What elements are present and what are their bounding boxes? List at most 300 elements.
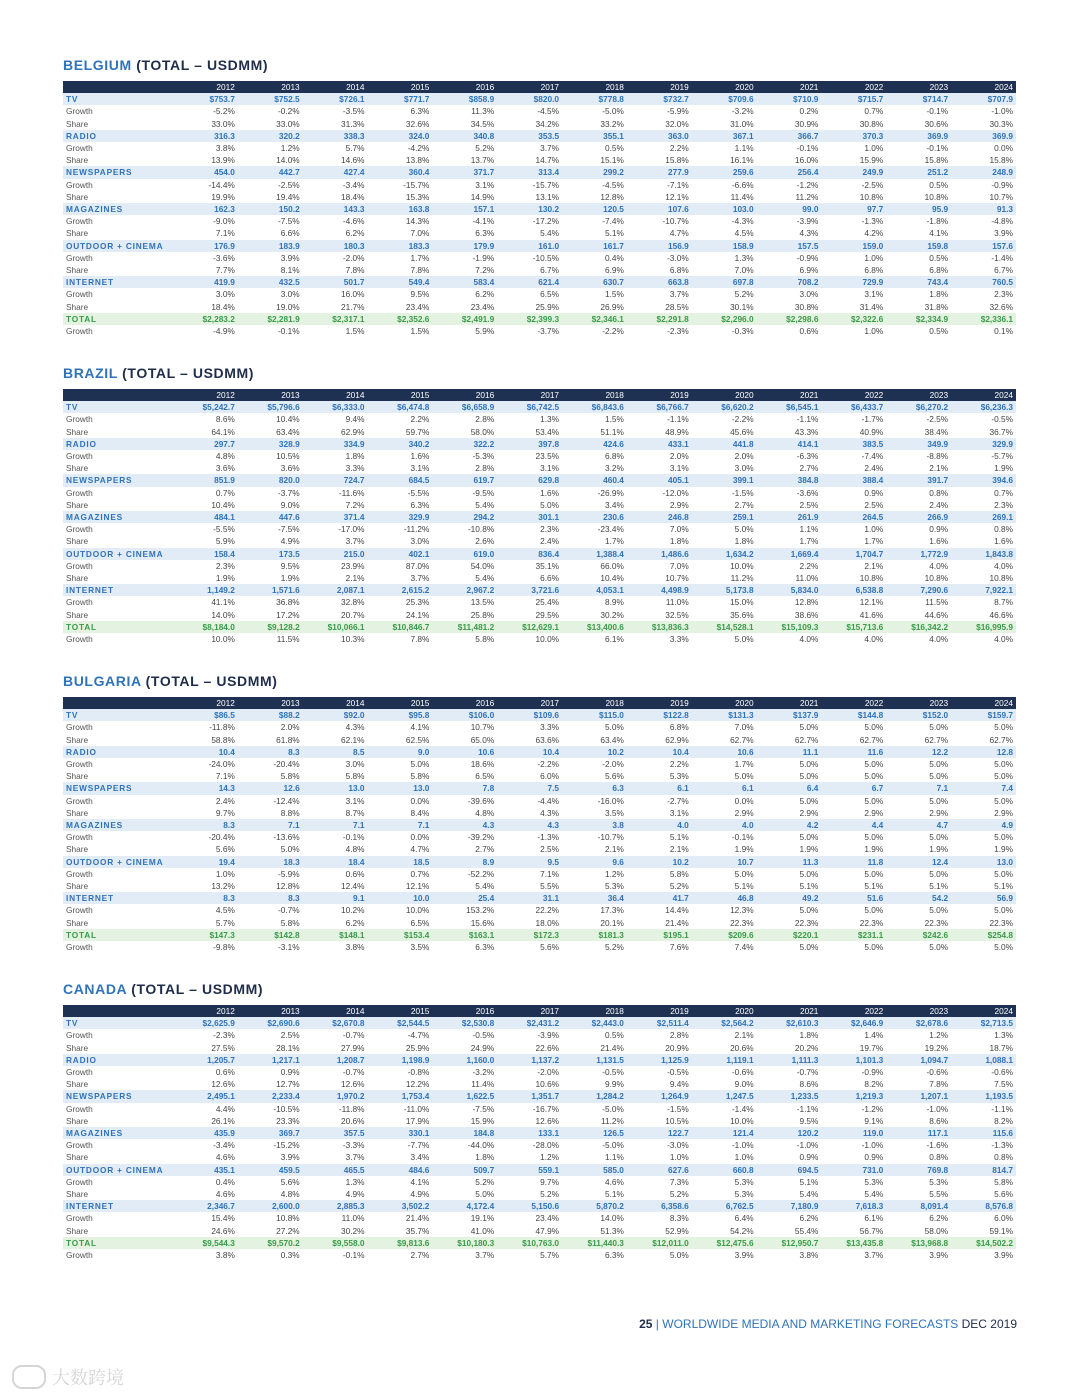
value-cell: 23.4% (368, 301, 433, 313)
value-cell: 6.8% (562, 450, 627, 462)
value-cell: 266.9 (886, 511, 951, 523)
value-cell: -15.7% (368, 179, 433, 191)
row-label: OUTDOOR + CINEMA (63, 548, 173, 560)
value-cell: 6.1% (562, 633, 627, 645)
row-label: Growth (63, 142, 173, 154)
value-cell: 1,205.7 (173, 1054, 238, 1066)
value-cell: 9.4% (627, 1078, 692, 1090)
value-cell: 10.0% (497, 633, 562, 645)
value-cell: 26.1% (173, 1115, 238, 1127)
value-cell: 1,119.1 (692, 1054, 757, 1066)
value-cell: -1.1% (951, 1103, 1016, 1115)
value-cell: 7.3% (627, 1176, 692, 1188)
value-cell: 6.1 (692, 782, 757, 794)
value-cell: -2.2% (497, 758, 562, 770)
value-cell: 1,137.2 (497, 1054, 562, 1066)
metric-row (63, 1066, 1016, 1078)
value-cell: 4.3 (497, 819, 562, 831)
value-cell: 1.9% (692, 843, 757, 855)
value-cell: 1.7% (821, 535, 886, 547)
value-cell: 5.6% (562, 770, 627, 782)
value-cell: $6,474.8 (368, 401, 433, 413)
value-cell: 1,208.7 (303, 1054, 368, 1066)
value-cell: 4.5% (173, 904, 238, 916)
value-cell: 5.5% (497, 880, 562, 892)
value-cell: 33.0% (238, 118, 303, 130)
value-cell: 36.8% (238, 596, 303, 608)
value-cell: 1,284.2 (562, 1090, 627, 1102)
value-cell: $92.0 (303, 709, 368, 721)
year-header: 2024 (951, 697, 1016, 709)
metric-row (63, 191, 1016, 203)
value-cell: -17.2% (497, 215, 562, 227)
value-cell: 7.8% (303, 264, 368, 276)
value-cell: 13.9% (173, 154, 238, 166)
value-cell: 3.1% (432, 179, 497, 191)
value-cell: 0.7% (368, 868, 433, 880)
value-cell: 31.0% (692, 118, 757, 130)
value-cell: 5,150.6 (497, 1200, 562, 1212)
value-cell: 27.9% (303, 1042, 368, 1054)
value-cell: 301.1 (497, 511, 562, 523)
value-cell: 7.1 (368, 819, 433, 831)
category-row (63, 1164, 1016, 1176)
value-cell: $714.7 (886, 93, 951, 105)
value-cell: $181.3 (562, 929, 627, 941)
value-cell: 2.8% (432, 462, 497, 474)
value-cell: 694.5 (757, 1164, 822, 1176)
value-cell: 4.3% (497, 807, 562, 819)
value-cell: 40.9% (821, 426, 886, 438)
year-header-row (63, 81, 1016, 93)
value-cell: 1.3% (692, 252, 757, 264)
value-cell: 11.0% (303, 1212, 368, 1224)
value-cell: 1.9% (757, 843, 822, 855)
value-cell: 0.5% (886, 252, 951, 264)
value-cell: 1.4% (821, 1029, 886, 1041)
metric-row (63, 142, 1016, 154)
value-cell: -4.4% (497, 795, 562, 807)
value-cell: 0.9% (821, 1151, 886, 1163)
value-cell: 2,967.2 (432, 584, 497, 596)
value-cell: 1.9% (173, 572, 238, 584)
row-label: INTERNET (63, 584, 173, 596)
value-cell: -0.6% (886, 1066, 951, 1078)
value-cell: 14.4% (627, 904, 692, 916)
year-header: 2018 (562, 697, 627, 709)
value-cell: 8.4% (368, 807, 433, 819)
value-cell: 30.9% (757, 118, 822, 130)
value-cell: 5.9% (432, 325, 497, 337)
value-cell: -4.5% (562, 179, 627, 191)
value-cell: 4.4 (821, 819, 886, 831)
value-cell: 56.7% (821, 1225, 886, 1237)
value-cell: 6.2% (757, 1212, 822, 1224)
year-header: 2012 (173, 389, 238, 401)
value-cell: 11.0% (757, 572, 822, 584)
value-cell: -1.2% (757, 179, 822, 191)
value-cell: 12.8 (951, 746, 1016, 758)
value-cell: -5.3% (432, 450, 497, 462)
value-cell: 1.9% (886, 843, 951, 855)
value-cell: 19.7% (821, 1042, 886, 1054)
value-cell: $147.3 (173, 929, 238, 941)
year-header: 2014 (303, 81, 368, 93)
value-cell: 35.7% (368, 1225, 433, 1237)
metric-row (63, 252, 1016, 264)
value-cell: 97.7 (821, 203, 886, 215)
header-corner (63, 697, 173, 709)
value-cell: 46.6% (951, 609, 1016, 621)
value-cell: 6,762.5 (692, 1200, 757, 1212)
value-cell: 1,101.3 (821, 1054, 886, 1066)
value-cell: 21.4% (368, 1212, 433, 1224)
metric-row (63, 105, 1016, 117)
value-cell: $2,544.5 (368, 1017, 433, 1029)
value-cell: 3.1% (627, 807, 692, 819)
value-cell: 25.4 (432, 892, 497, 904)
value-cell: 366.7 (757, 130, 822, 142)
value-cell: 0.2% (757, 105, 822, 117)
value-cell: 15.8% (886, 154, 951, 166)
year-header: 2017 (497, 1005, 562, 1017)
row-label: NEWSPAPERS (63, 474, 173, 486)
value-cell: 8.2% (951, 1115, 1016, 1127)
value-cell: 3.7% (303, 1151, 368, 1163)
value-cell: $12,475.6 (692, 1237, 757, 1249)
value-cell: -3.1% (238, 941, 303, 953)
value-cell: 4.1% (368, 1176, 433, 1188)
year-header: 2017 (497, 389, 562, 401)
value-cell: 484.1 (173, 511, 238, 523)
value-cell: $122.8 (627, 709, 692, 721)
value-cell: -3.9% (757, 215, 822, 227)
value-cell: 1.7% (757, 535, 822, 547)
value-cell: 509.7 (432, 1164, 497, 1176)
value-cell: 660.8 (692, 1164, 757, 1176)
value-cell: 0.9% (821, 487, 886, 499)
value-cell: 63.6% (497, 734, 562, 746)
value-cell: -0.7% (757, 1066, 822, 1078)
value-cell: 4.8% (432, 807, 497, 819)
value-cell: 4.0% (886, 633, 951, 645)
row-label: OUTDOOR + CINEMA (63, 240, 173, 252)
value-cell: 384.8 (757, 474, 822, 486)
value-cell: 161.0 (497, 240, 562, 252)
value-cell: 9.6 (562, 856, 627, 868)
value-cell: 18.3 (238, 856, 303, 868)
value-cell: 5.0% (951, 904, 1016, 916)
value-cell: -0.1% (303, 1249, 368, 1261)
value-cell: 153.2% (432, 904, 497, 916)
year-header: 2019 (627, 81, 692, 93)
value-cell: -0.1% (757, 142, 822, 154)
value-cell: 19.0% (238, 301, 303, 313)
value-cell: 4.8% (173, 450, 238, 462)
value-cell: 10.0% (173, 633, 238, 645)
value-cell: 5.0% (821, 868, 886, 880)
value-cell: 2.5% (821, 499, 886, 511)
metric-row (63, 1176, 1016, 1188)
value-cell: 4.6% (562, 1176, 627, 1188)
value-cell: -11.6% (303, 487, 368, 499)
value-cell: -4.1% (432, 215, 497, 227)
value-cell: 1.8% (692, 535, 757, 547)
category-row (63, 130, 1016, 142)
value-cell: 19.4% (238, 191, 303, 203)
value-cell: 0.5% (886, 179, 951, 191)
row-label: Growth (63, 288, 173, 300)
category-row (63, 819, 1016, 831)
row-label: RADIO (63, 1054, 173, 1066)
value-cell: 56.9 (951, 892, 1016, 904)
value-cell: -1.2% (821, 1103, 886, 1115)
value-cell: 6.6% (497, 572, 562, 584)
value-cell: 2.1% (886, 462, 951, 474)
value-cell: 419.9 (173, 276, 238, 288)
row-label: NEWSPAPERS (63, 782, 173, 794)
value-cell: 297.7 (173, 438, 238, 450)
value-cell: $209.6 (692, 929, 757, 941)
metric-row (63, 1103, 1016, 1115)
value-cell: 15.1% (562, 154, 627, 166)
value-cell: 158.4 (173, 548, 238, 560)
value-cell: 5.2% (497, 1188, 562, 1200)
value-cell: 3.7% (497, 142, 562, 154)
value-cell: -5.5% (368, 487, 433, 499)
value-cell: 5.0% (497, 499, 562, 511)
row-label: TOTAL (63, 929, 173, 941)
row-label: Growth (63, 105, 173, 117)
category-row (63, 746, 1016, 758)
value-cell: $148.1 (303, 929, 368, 941)
year-header: 2016 (432, 389, 497, 401)
value-cell: 63.4% (562, 734, 627, 746)
value-cell: 4.0% (951, 633, 1016, 645)
value-cell: $16,342.2 (886, 621, 951, 633)
value-cell: 9.5% (238, 560, 303, 572)
value-cell: 7.0% (368, 227, 433, 239)
value-cell: 0.8% (951, 523, 1016, 535)
value-cell: 115.6 (951, 1127, 1016, 1139)
metric-row (63, 179, 1016, 191)
value-cell: 4.2% (821, 227, 886, 239)
value-cell: $6,620.2 (692, 401, 757, 413)
value-cell: 1,207.1 (886, 1090, 951, 1102)
row-label: Share (63, 499, 173, 511)
metric-row (63, 609, 1016, 621)
value-cell: $2,317.1 (303, 313, 368, 325)
value-cell: 5.4% (497, 227, 562, 239)
value-cell: 5.4% (432, 572, 497, 584)
value-cell: 30.2% (303, 1225, 368, 1237)
value-cell: 5.8% (238, 917, 303, 929)
value-cell: -12.4% (238, 795, 303, 807)
value-cell: 1.0% (821, 142, 886, 154)
value-cell: 22.2% (497, 904, 562, 916)
row-label: Share (63, 301, 173, 313)
value-cell: 0.4% (173, 1176, 238, 1188)
value-cell: 5.0% (757, 941, 822, 953)
value-cell: -5.7% (951, 450, 1016, 462)
value-cell: -0.6% (692, 1066, 757, 1078)
metric-row (63, 413, 1016, 425)
value-cell: 363.0 (627, 130, 692, 142)
value-cell: 5.0% (757, 831, 822, 843)
value-cell: -0.5% (562, 1066, 627, 1078)
year-header: 2020 (692, 1005, 757, 1017)
value-cell: 28.1% (238, 1042, 303, 1054)
row-label: Growth (63, 868, 173, 880)
value-cell: 44.6% (886, 609, 951, 621)
value-cell: $231.1 (821, 929, 886, 941)
value-cell: 5.0% (238, 843, 303, 855)
value-cell: -1.9% (432, 252, 497, 264)
value-cell: 0.6% (757, 325, 822, 337)
value-cell: 5.0% (951, 770, 1016, 782)
value-cell: 0.0% (692, 795, 757, 807)
value-cell: 1.2% (238, 142, 303, 154)
belgium-table (63, 81, 1016, 337)
value-cell: 760.5 (951, 276, 1016, 288)
value-cell: 99.0 (757, 203, 822, 215)
value-cell: 9.9% (562, 1078, 627, 1090)
value-cell: 173.5 (238, 548, 303, 560)
value-cell: 162.3 (173, 203, 238, 215)
value-cell: -4.5% (497, 105, 562, 117)
value-cell: 14.3% (368, 215, 433, 227)
value-cell: 11.5% (886, 596, 951, 608)
value-cell: 6.8% (821, 264, 886, 276)
value-cell: 6.3 (562, 782, 627, 794)
value-cell: 1.6% (497, 487, 562, 499)
value-cell: 10.6 (432, 746, 497, 758)
year-header: 2020 (692, 697, 757, 709)
metric-row (63, 426, 1016, 438)
value-cell: 3.6% (238, 462, 303, 474)
value-cell: 12.7% (238, 1078, 303, 1090)
value-cell: 15.0% (692, 596, 757, 608)
value-cell: 1.6% (368, 450, 433, 462)
value-cell: 5,173.8 (692, 584, 757, 596)
value-cell: 5.8% (627, 868, 692, 880)
value-cell: 3.0% (303, 758, 368, 770)
value-cell: $12,011.0 (627, 1237, 692, 1249)
value-cell: 3.9% (692, 1249, 757, 1261)
value-cell: 95.9 (886, 203, 951, 215)
value-cell: 1,622.5 (432, 1090, 497, 1102)
bulgaria-title (63, 671, 1016, 691)
value-cell: 13.0 (951, 856, 1016, 868)
title-suffix: (TOTAL – USDMM) (145, 673, 278, 689)
value-cell: 1.7% (692, 758, 757, 770)
row-label: TV (63, 1017, 173, 1029)
value-cell: 399.1 (692, 474, 757, 486)
value-cell: 1,094.7 (886, 1054, 951, 1066)
value-cell: 769.8 (886, 1164, 951, 1176)
value-cell: 4.0% (757, 633, 822, 645)
value-cell: $820.0 (497, 93, 562, 105)
value-cell: 31.8% (886, 301, 951, 313)
value-cell: -0.3% (692, 325, 757, 337)
value-cell: 2.4% (886, 499, 951, 511)
value-cell: 5.2% (562, 941, 627, 953)
value-cell: $2,298.6 (757, 313, 822, 325)
value-cell: 18.7% (951, 1042, 1016, 1054)
value-cell: 9.0% (692, 1078, 757, 1090)
value-cell: 0.0% (368, 831, 433, 843)
value-cell: 5.3% (692, 1188, 757, 1200)
value-cell: $254.8 (951, 929, 1016, 941)
value-cell: 58.0% (886, 1225, 951, 1237)
value-cell: 6.5% (497, 288, 562, 300)
row-label: MAGAZINES (63, 203, 173, 215)
value-cell: -3.2% (432, 1066, 497, 1078)
value-cell: 7.2% (303, 499, 368, 511)
value-cell: 3.1% (627, 462, 692, 474)
value-cell: 11.3 (757, 856, 822, 868)
value-cell: 25.3% (368, 596, 433, 608)
value-cell: 52.9% (627, 1225, 692, 1237)
value-cell: -17.0% (303, 523, 368, 535)
value-cell: 6.2% (432, 288, 497, 300)
value-cell: 355.1 (562, 130, 627, 142)
value-cell: $10,846.7 (368, 621, 433, 633)
metric-row (63, 288, 1016, 300)
value-cell: 433.1 (627, 438, 692, 450)
value-cell: -2.0% (303, 252, 368, 264)
value-cell: 5.0% (886, 795, 951, 807)
value-cell: 87.0% (368, 560, 433, 572)
value-cell: $6,433.7 (821, 401, 886, 413)
value-cell: 1.0% (692, 1151, 757, 1163)
row-label: Share (63, 807, 173, 819)
value-cell: 2,885.3 (303, 1200, 368, 1212)
value-cell: 14.7% (497, 154, 562, 166)
value-cell: 18.4% (173, 301, 238, 313)
value-cell: 729.9 (821, 276, 886, 288)
value-cell: 340.8 (432, 130, 497, 142)
year-header: 2022 (821, 1005, 886, 1017)
row-label: NEWSPAPERS (63, 1090, 173, 1102)
value-cell: 2,495.1 (173, 1090, 238, 1102)
value-cell: 5.3% (627, 770, 692, 782)
value-cell: 6,538.8 (821, 584, 886, 596)
year-header-row (63, 697, 1016, 709)
value-cell: 1,571.6 (238, 584, 303, 596)
year-header: 2021 (757, 1005, 822, 1017)
value-cell: 5.0% (886, 758, 951, 770)
value-cell: -1.6% (886, 1139, 951, 1151)
value-cell: 35.1% (497, 560, 562, 572)
value-cell: 264.5 (821, 511, 886, 523)
value-cell: -20.4% (238, 758, 303, 770)
value-cell: 697.8 (692, 276, 757, 288)
value-cell: 158.9 (692, 240, 757, 252)
value-cell: -0.9% (757, 252, 822, 264)
value-cell: 5,870.2 (562, 1200, 627, 1212)
value-cell: -7.5% (238, 215, 303, 227)
value-cell: $131.3 (692, 709, 757, 721)
metric-row (63, 560, 1016, 572)
value-cell: 161.7 (562, 240, 627, 252)
brazil-table (63, 389, 1016, 645)
value-cell: 1,193.5 (951, 1090, 1016, 1102)
value-cell: 391.7 (886, 474, 951, 486)
value-cell: $2,511.4 (627, 1017, 692, 1029)
value-cell: 12.1% (368, 880, 433, 892)
value-cell: 62.7% (821, 734, 886, 746)
